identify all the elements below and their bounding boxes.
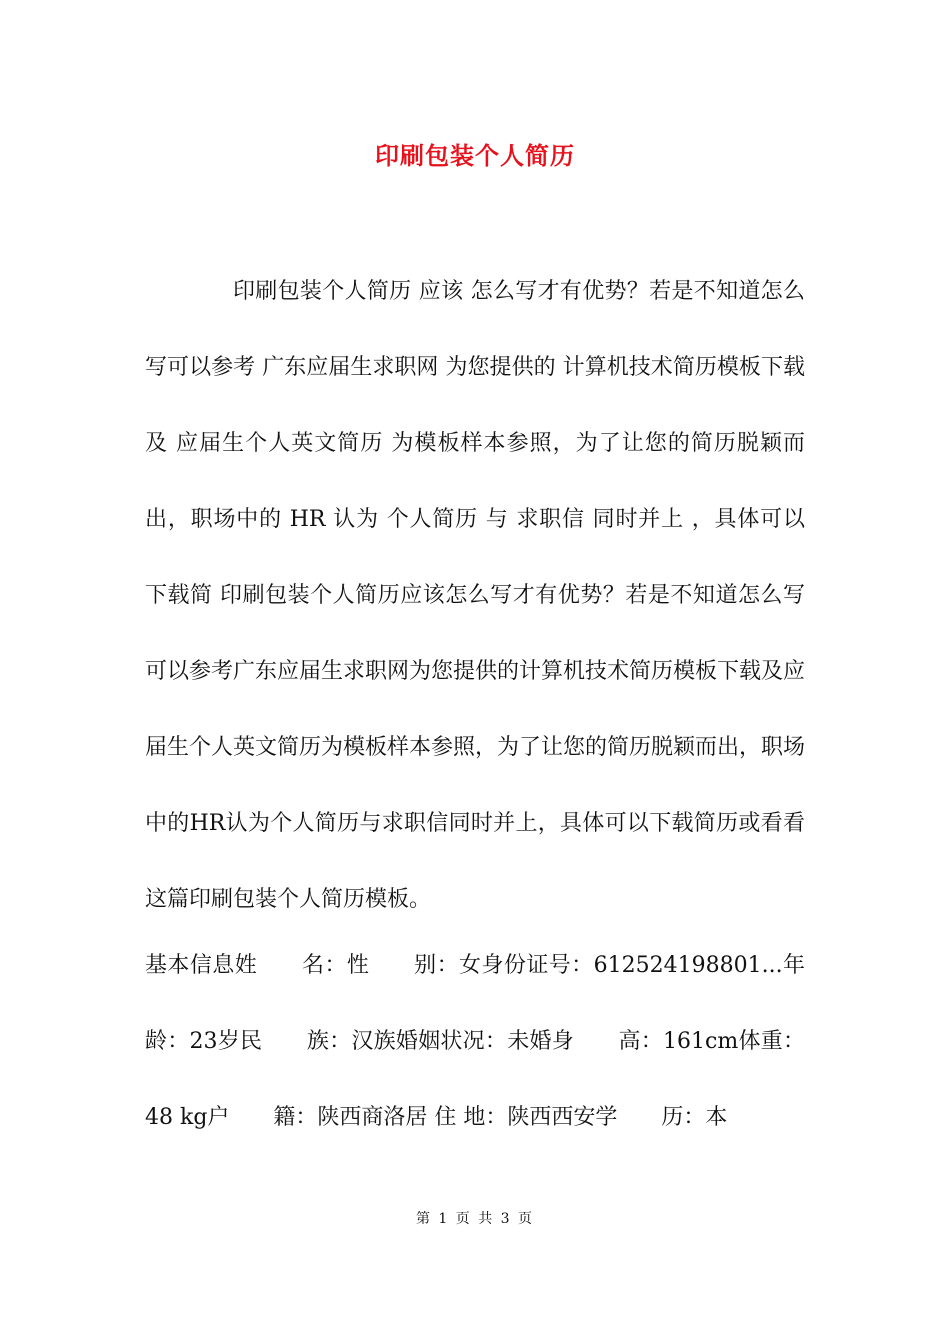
page-number-footer: 第 1 页 共 3 页 — [415, 1211, 535, 1227]
intro-paragraph: 印刷包装个人简历 应该 怎么写才有优势？若是不知道怎么写可以参考 广东应届生求职网 为您提供的 计算机技术简历模板下载 及 应届生个人英文简历 为模板样本参照，为了让您的简历脱颖而出，职场中的 HR 认为 个人简历 与 求职信 同时并上 ，具体可以 下载简 印刷包装个人简历应该怎么写才有优势？若是不知道怎么写可以参考广东应届生求职网为您提供的计算机技术简历模板下载及应届生个人英文简历为模板样本参照，为了让您的简历脱颖而出，职场中的HR认为个人简历与求职信同时并上，具体可以下载简历或看看这篇印刷包装个人简历模板。 — [145, 279, 806, 912]
basic-info-paragraph: 基本信息姓 名：性 别：女身份证号：612524198801...年龄：23岁民 族：汉族婚姻状况：未婚身 高：161cm体重：48 kg户 籍：陕西商洛居 住 地：陕西西安学 历：本 — [145, 953, 805, 1130]
page-title: 印刷包装个人简历 — [375, 141, 575, 170]
